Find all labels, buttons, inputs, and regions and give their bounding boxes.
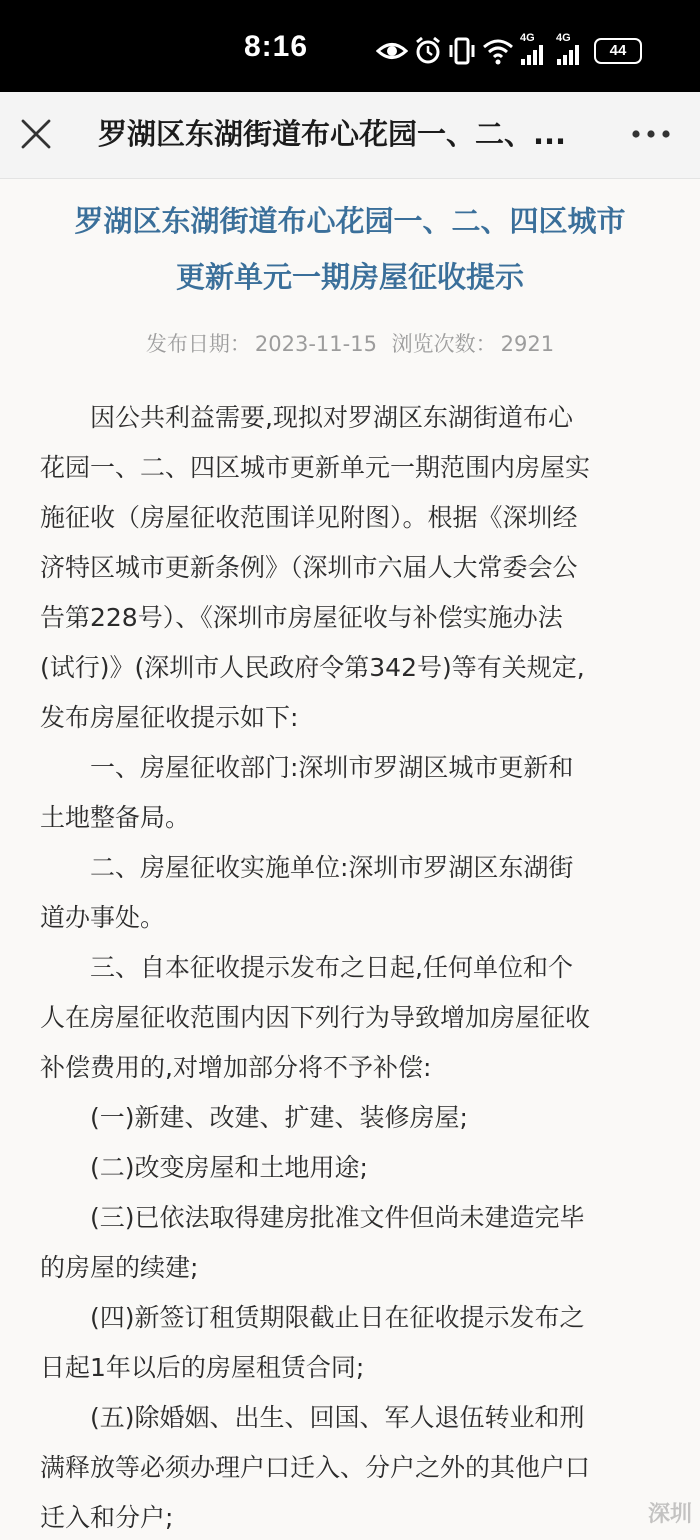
article-title-line: 更新单元一期房屋征收提示: [175, 260, 524, 294]
text-line: 施征收（房屋征收范围详见附图）。根据《深圳经: [40, 503, 578, 532]
sub-item: [40, 1143, 660, 1193]
text-line: (五)除婚姻、出生、回国、军人退伍转业和刑: [90, 1403, 585, 1432]
text-line: 满释放等必须办理户口迁入、分户之外的其他户口: [40, 1453, 591, 1482]
text-line: 告第228号）、《深圳市房屋征收与补偿实施办法: [40, 603, 563, 632]
text-line: 土地整备局。: [40, 803, 191, 832]
text-line: 迁入和分户;: [40, 1503, 174, 1532]
views-count: 2921: [500, 332, 555, 356]
status-bar: [0, 0, 700, 92]
more-icon: [628, 114, 674, 154]
article-body: [0, 393, 700, 1540]
item-paragraph: [40, 943, 660, 1093]
text-line: (二)改变房屋和土地用途;: [90, 1153, 368, 1182]
article-title: [0, 193, 700, 305]
text-line: 因公共利益需要,现拟对罗湖区东湖街道布心: [90, 403, 573, 432]
sub-item: [40, 1293, 660, 1393]
item-paragraph: [40, 843, 660, 943]
text-line: 道办事处。: [40, 903, 166, 932]
text-line: 发布房屋征收提示如下:: [40, 703, 299, 732]
eye-icon: [376, 36, 408, 66]
network-label-1: 4G: [520, 32, 535, 44]
signal-icon: [520, 44, 546, 66]
item-paragraph: [40, 743, 660, 843]
battery-icon: 44: [594, 38, 642, 64]
text-line: (一)新建、改建、扩建、装修房屋;: [90, 1103, 468, 1132]
text-line: 花园一、二、四区城市更新单元一期范围内房屋实: [40, 453, 591, 482]
text-line: 一、房屋征收部门:深圳市罗湖区城市更新和: [90, 753, 574, 782]
sub-item: [40, 1393, 660, 1540]
text-line: 人在房屋征收范围内因下列行为导致增加房屋征收: [40, 1003, 591, 1032]
text-line: 补偿费用的,对增加部分将不予补偿:: [40, 1053, 432, 1082]
publish-label: 发布日期：: [145, 332, 251, 356]
close-icon: [16, 114, 56, 154]
text-line: 三、自本征收提示发布之日起,任何单位和个: [90, 953, 573, 982]
sub-item: [40, 1193, 660, 1293]
text-line: 的房屋的续建;: [40, 1253, 199, 1282]
network-label-2: 4G: [556, 32, 571, 44]
views-label: 浏览次数：: [391, 332, 497, 356]
text-line: (四)新签订租赁期限截止日在征收提示发布之: [90, 1303, 585, 1332]
nav-bar: [0, 92, 700, 179]
intro-paragraph: [40, 393, 660, 743]
article-content: [0, 179, 700, 1540]
page-title: 罗湖区东湖街道布心花园一、二、...: [98, 117, 567, 151]
vibrate-icon: [448, 36, 476, 66]
text-line: 日起1年以后的房屋租赁合同;: [40, 1353, 365, 1382]
more-button[interactable]: [628, 114, 674, 154]
wifi-icon: [482, 36, 514, 66]
text-line: 二、房屋征收实施单位:深圳市罗湖区东湖街: [90, 853, 574, 882]
signal-icon: [556, 44, 582, 66]
text-line: 济特区城市更新条例》（深圳市六届人大常委会公: [40, 553, 578, 582]
sub-item: [40, 1093, 660, 1143]
close-button[interactable]: [16, 114, 56, 154]
watermark: 深圳: [647, 1502, 692, 1527]
text-line: (三)已依法取得建房批准文件但尚未建造完毕: [90, 1203, 585, 1232]
publish-date: 2023-11-15: [254, 332, 377, 356]
article-meta: [0, 329, 700, 359]
article-title-line: 罗湖区东湖街道布心花园一、二、四区城市: [74, 204, 626, 238]
status-time: 8:16: [244, 30, 309, 63]
alarm-icon: [414, 36, 442, 66]
text-line: (试行)》(深圳市人民政府令第342号)等有关规定,: [40, 653, 585, 682]
